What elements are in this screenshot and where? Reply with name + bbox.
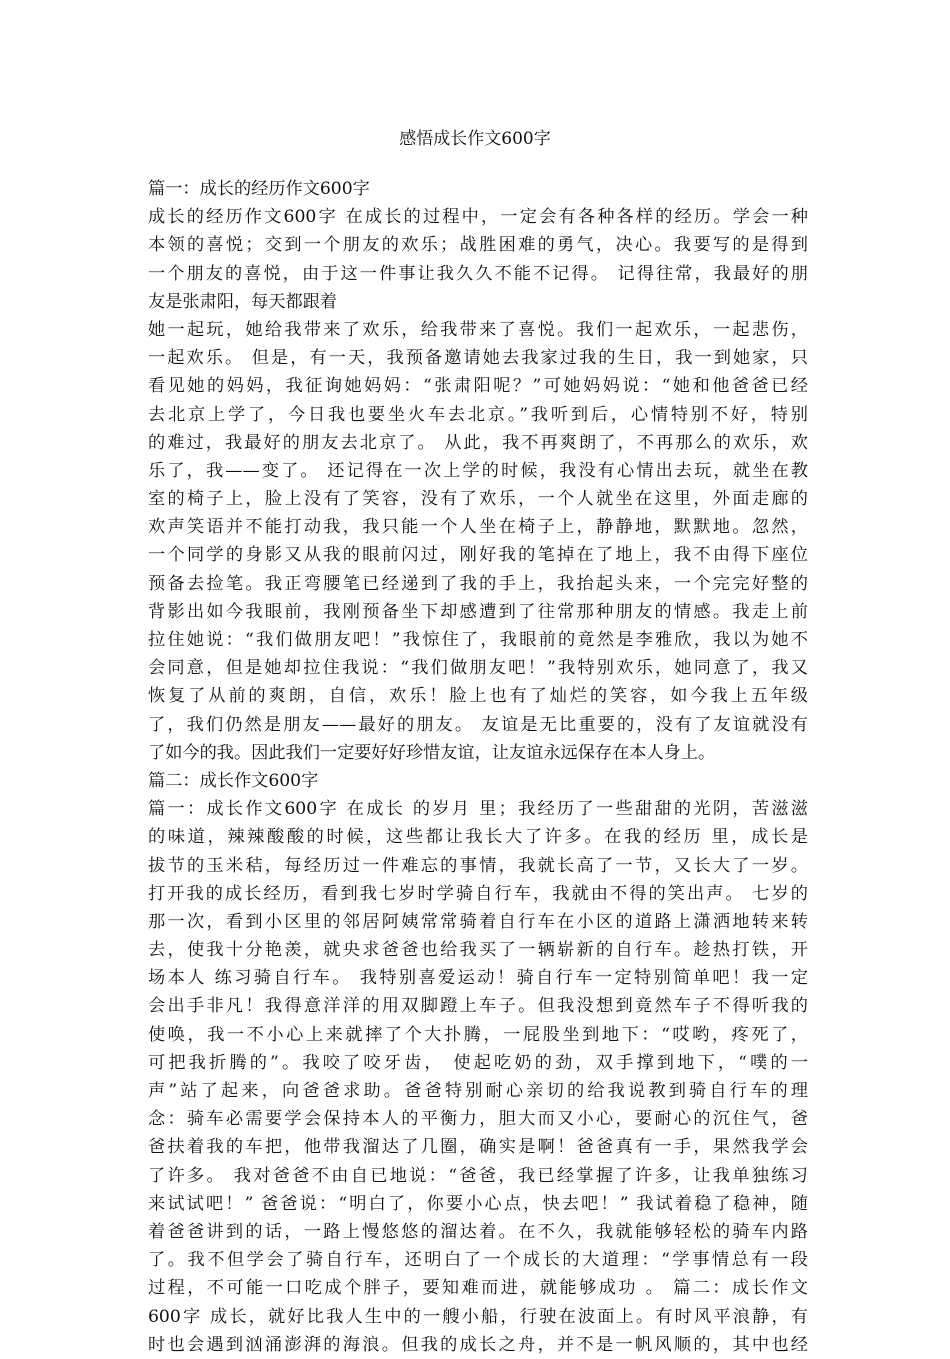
text-line: 来试试吧！” 爸爸说：“明白了，你要小心点，快去吧！” 我试着稳了稳神，随 <box>148 1193 808 1214</box>
text-line: 那一次，看到小区里的邻居阿姨常常骑着自行车在小区的道路上潇洒地转来转 <box>148 911 808 932</box>
text-line: 了。我不但学会了骑自行车，还明白了一个成长的大道理：“学事情总有一段 <box>148 1250 808 1271</box>
text-line: 拔节的玉米秸，每经历过一件难忘的事情，我就长高了一节，又长大了一岁。 <box>148 855 808 876</box>
text-line: 欢声笑语并不能打动我，我只能一个人坐在椅子上，静静地，默默地。忽然， <box>148 517 808 538</box>
document-body <box>148 175 808 1359</box>
text-line: 了许多。 我对爸爸不由自已地说：“爸爸，我已经掌握了许多，让我单独练习 <box>148 1165 808 1186</box>
text-line: 去，使我十分艳羡，就央求爸爸也给我买了一辆崭新的自行车。趁热打铁，开 <box>148 940 808 961</box>
text-line: 篇一：成长的经历作文600字 <box>148 179 370 199</box>
text-line: 了如今的我。因此我们一定要好好珍惜友谊，让友谊永远保存在本人身上。 <box>148 742 716 763</box>
text-line: 篇二：成长作文600字 <box>148 770 319 791</box>
text-line: 的味道，辣辣酸酸的时候，这些都让我长大了许多。在我的经历 里，成长是 <box>148 827 808 848</box>
text-line: 打开我的成长经历，看到我七岁时学骑自行车，我就由不得的笑出声。 七岁的 <box>148 883 808 904</box>
text-line: 会同意，但是她却拉住我说：“我们做朋友吧！”我特别欢乐，她同意了，我又 <box>148 658 808 679</box>
text-line: 篇一：成长作文600字 在成长 的岁月 里；我经历了一些甜甜的光阴，苦滋滋 <box>148 799 808 820</box>
text-line: 一起欢乐。 但是，有一天，我预备邀请她去我家过我的生日，我一到她家，只 <box>148 348 808 369</box>
text-line: 过程，不可能一口吃成个胖子，要知难而进，就能够成功 。 篇二：成长作文 <box>148 1278 808 1299</box>
text-line: 拉住她说：“我们做朋友吧！”我惊住了，我眼前的竟然是李雅欣，我以为她不 <box>148 630 808 650</box>
text-line: 去北京上学了，今日我也要坐火车去北京。”我听到后，心情特别不好，特别 <box>148 404 808 425</box>
text-line: 了，我们仍然是朋友——最好的朋友。 友谊是无比重要的，没有了友谊就没有 <box>148 714 808 735</box>
text-line: 场本人 练习骑自行车。 我特别喜爱运动！骑自行车一定特别简单吧！我一定 <box>148 968 808 989</box>
text-line: 一个同学的身影又从我的眼前闪过，刚好我的笔掉在了地上，我不由得下座位 <box>148 545 808 566</box>
text-line: 声”站了起来，向爸爸求助。爸爸特别耐心亲切的给我说教到骑自行车的理 <box>148 1081 808 1101</box>
text-line: 她一起玩，她给我带来了欢乐，给我带来了喜悦。我们一起欢乐，一起悲伤， <box>148 319 808 340</box>
text-line: 成长的经历作文600字 在成长的过程中，一定会有各种各样的经历。学会一种 <box>148 207 808 228</box>
text-line: 着爸爸讲到的话，一路上慢悠悠的溜达着。在不久，我就能够轻松的骑车内路 <box>148 1221 808 1242</box>
text-line: 的难过，我最好的朋友去北京了。 从此，我不再爽朗了，不再那么的欢乐，欢 <box>148 432 808 453</box>
text-line: 看见她的妈妈，我征询她妈妈：“张肃阳呢？”可她妈妈说：“她和他爸爸已经 <box>148 376 808 397</box>
text-line: 念：骑车必需要学会保持本人的平衡力，胆大而又小心，要耐心的沉住气，爸 <box>148 1109 808 1130</box>
text-line: 一个朋友的喜悦，由于这一件事让我久久不能不记得。 记得往常，我最好的朋 <box>148 263 808 284</box>
text-line: 恢复了从前的爽朗，自信，欢乐！脸上也有了灿烂的笑容，如今我上五年级 <box>148 686 808 707</box>
document-title: 感悟成长作文600字 <box>399 129 551 149</box>
text-line: 可把我折腾的”。我咬了咬牙齿， 使起吃奶的劲，双手撑到地下，“噗的一 <box>148 1052 808 1073</box>
text-line: 乐了，我——变了。 还记得在一次上学的时候，我没有心情出去玩，就坐在教 <box>148 460 808 481</box>
text-line: 600字 成长，就好比我人生中的一艘小船，行驶在波面上。有时风平浪静，有 <box>148 1306 808 1327</box>
text-line: 爸扶着我的车把，他带我溜达了几圈，确实是啊！爸爸真有一手，果然我学会 <box>148 1137 808 1158</box>
text-line: 会出手非凡！我得意洋洋的用双脚蹬上车子。但我没想到竟然车子不得听我的 <box>148 996 808 1017</box>
text-line: 预备去捡笔。我正弯腰笔已经递到了我的手上，我抬起头来，一个完完好整的 <box>148 573 808 594</box>
text-line: 时也会遇到汹涌澎湃的海浪。但我的成长之舟，并不是一帆风顺的，其中也经 <box>148 1334 808 1355</box>
text-line: 友是张肃阳，每天都跟着 <box>148 291 338 312</box>
text-line: 使唤，我一不小心上来就摔了个大扑腾，一屁股坐到地下：“哎哟，疼死了， <box>148 1024 808 1045</box>
text-line: 室的椅子上，脸上没有了笑容，没有了欢乐，一个人就坐在这里，外面走廊的 <box>148 489 808 510</box>
text-line: 背影出如今我眼前，我刚预备坐下却感遭到了往常那种朋友的情感。我走上前 <box>148 601 808 622</box>
text-line: 本领的喜悦；交到一个朋友的欢乐；战胜困难的勇气，决心。我要写的是得到 <box>148 235 808 256</box>
